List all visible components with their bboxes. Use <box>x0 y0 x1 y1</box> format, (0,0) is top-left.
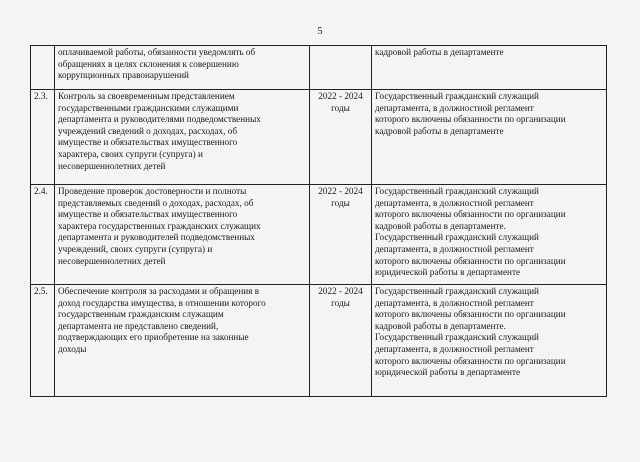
term-text-line: 2022 - 2024 <box>318 186 363 196</box>
action-text-line: государственным гражданским служащим <box>58 309 224 320</box>
action-text-line: оплачиваемой работы, обязанности уведомлять об <box>58 47 256 57</box>
action-text-line: доходы <box>58 343 87 354</box>
row-number-cell <box>31 185 55 285</box>
responsible-text-line: Государственный гражданский служащий <box>375 232 539 243</box>
responsible-text-line: кадровой работы в департаменте <box>375 47 504 57</box>
row-number: 2.4. <box>34 186 48 196</box>
responsible-text-line: Государственный гражданский служащий <box>375 332 539 343</box>
term-text-line: годы <box>331 197 350 208</box>
responsible-text-line: Государственный гражданский служащий <box>375 286 539 296</box>
table-row <box>31 285 607 397</box>
responsible-cell <box>372 185 607 285</box>
responsible-text-line: юридической работы в департаменте <box>375 367 521 378</box>
action-text-line: обращениях в целях склонения к совершению <box>58 58 239 69</box>
term-text-line: годы <box>331 297 350 308</box>
responsible-text-line: департамента, в должностной регламент <box>375 243 534 254</box>
action-cell <box>55 285 310 397</box>
action-text-line: характера государственных гражданских служащих <box>58 220 261 231</box>
action-text-line: Проведение проверок достоверности и полноты <box>58 186 247 196</box>
table-row <box>31 185 607 285</box>
action-text-line: департамента и руководителей подведомственных <box>58 232 255 243</box>
action-text-line: Обеспечение контроля за расходами и обращения в <box>58 286 260 296</box>
term-cell <box>310 46 372 90</box>
action-text-line: государственными гражданскими служащими <box>58 102 239 113</box>
action-text-line: учреждений сведений о доходах, расходах, об <box>58 125 238 136</box>
responsible-text-line: кадровой работы в департаменте. <box>375 220 506 231</box>
responsible-text-line: департамента, в должностной регламент <box>375 102 534 113</box>
measures-table-body <box>31 46 607 397</box>
action-text-line: несовершеннолетних детей <box>58 255 166 266</box>
measures-table <box>30 45 607 397</box>
action-text-line: подтверждающих его приобретение на законные <box>58 332 249 343</box>
action-text-line: доход государства имущества, в отношении которого <box>58 297 266 308</box>
term-cell <box>310 90 372 185</box>
action-text-line: Контроль за своевременным представлением <box>58 91 235 101</box>
action-text-line: коррупционных правонарушений <box>58 70 189 81</box>
page-number: 5 <box>317 26 323 37</box>
term-text-line: годы <box>331 102 350 113</box>
responsible-cell <box>372 46 607 90</box>
responsible-cell <box>372 90 607 185</box>
term-cell <box>310 185 372 285</box>
responsible-text-line: департамента, в должностной регламент <box>375 197 534 208</box>
responsible-text-line: департамента, в должностной регламент <box>375 297 534 308</box>
action-text-line: несовершеннолетних детей <box>58 160 166 171</box>
action-text-line: имуществе и обязательствах имущественного <box>58 137 238 148</box>
row-number-cell <box>31 46 55 90</box>
row-number-cell <box>31 90 55 185</box>
term-cell <box>310 285 372 397</box>
table-row-continuation <box>31 46 607 90</box>
action-text-line: департамента и руководителями подведомственных <box>58 114 261 125</box>
action-cell <box>55 46 310 90</box>
responsible-text-line: которого включены обязанности по организации <box>375 355 566 366</box>
action-text-line: учреждений, своих супруги (супруга) и <box>58 243 213 254</box>
term-text-line: 2022 - 2024 <box>318 91 363 101</box>
table-row <box>31 90 607 185</box>
action-text-line: департамента не представлено сведений, <box>58 320 219 331</box>
responsible-text-line: юридической работы в департаменте <box>375 267 521 278</box>
action-text-line: представляемых сведений о доходах, расходах, об <box>58 197 254 208</box>
responsible-text-line: Государственный гражданский служащий <box>375 186 539 196</box>
action-cell <box>55 185 310 285</box>
term-text-line: 2022 - 2024 <box>318 286 363 296</box>
responsible-text-line: которого включены обязанности по организации <box>375 255 566 266</box>
responsible-text-line: которого включены обязанности по организации <box>375 209 566 220</box>
responsible-text-line: которого включены обязанности по организации <box>375 114 566 125</box>
action-text-line: имуществе и обязательствах имущественного <box>58 209 238 220</box>
responsible-text-line: департамента, в должностной регламент <box>375 343 534 354</box>
responsible-text-line: которого включены обязанности по организации <box>375 309 566 320</box>
responsible-text-line: Государственный гражданский служащий <box>375 91 539 101</box>
responsible-text-line: кадровой работы в департаменте. <box>375 320 506 331</box>
action-text-line: характера, своих супруги (супруга) и <box>58 148 203 159</box>
responsible-text-line: кадровой работы в департаменте <box>375 125 504 136</box>
row-number: 2.5. <box>34 286 48 296</box>
action-cell <box>55 90 310 185</box>
row-number-cell <box>31 285 55 397</box>
responsible-cell <box>372 285 607 397</box>
row-number: 2.3. <box>34 91 48 101</box>
